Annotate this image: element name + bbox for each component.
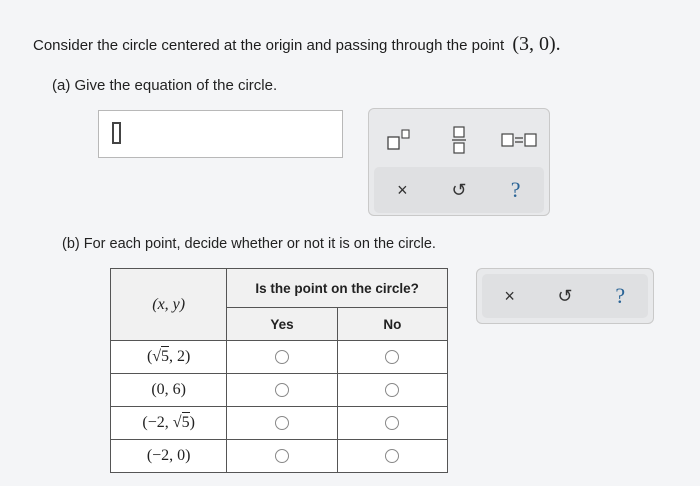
help-button[interactable] <box>496 173 536 207</box>
yes-cell <box>227 374 337 407</box>
point-cell <box>111 341 227 374</box>
no-radio[interactable] <box>385 416 399 430</box>
yes-cell <box>227 440 337 473</box>
point-suffix: , 2) <box>169 348 191 365</box>
yes-column-header: Yes <box>227 308 337 341</box>
xy-column-header <box>111 269 227 341</box>
no-radio[interactable] <box>385 383 399 397</box>
close-icon: × <box>504 285 515 306</box>
table-row <box>111 407 448 440</box>
question-mark-icon: ? <box>510 177 521 202</box>
table-row <box>111 374 448 407</box>
yes-radio[interactable] <box>275 350 289 364</box>
sqrt-symbol: √ <box>152 348 162 365</box>
clear-button[interactable] <box>490 279 530 313</box>
no-column-header: No <box>337 308 447 341</box>
equation-answer-field[interactable] <box>98 110 343 158</box>
no-cell <box>337 341 447 374</box>
help-button[interactable] <box>600 279 640 313</box>
palette-templates <box>369 123 549 157</box>
point-choice-table <box>110 268 448 473</box>
sqrt-radicand: 5 <box>181 414 190 431</box>
yes-cell <box>227 407 337 440</box>
question-mark-icon: ? <box>615 283 626 308</box>
point-cell: (0, 6) <box>111 374 227 407</box>
no-cell <box>337 374 447 407</box>
part-b-actions <box>482 274 648 318</box>
math-palette <box>368 108 550 216</box>
undo-button[interactable] <box>545 279 585 313</box>
fraction-icon <box>451 126 467 154</box>
sqrt-radicand: 5 <box>161 348 170 365</box>
table-row <box>111 440 448 473</box>
fraction-button[interactable] <box>439 123 479 157</box>
part-b-toolbar <box>476 268 654 324</box>
undo-button[interactable] <box>439 173 479 207</box>
point-cell: (−2, 0) <box>111 440 227 473</box>
question-point: (3, 0). <box>512 33 561 55</box>
point-suffix: ) <box>189 414 195 431</box>
equals-icon <box>501 132 537 148</box>
yes-cell <box>227 341 337 374</box>
table-row <box>111 341 448 374</box>
sqrt-symbol: √ <box>172 414 182 431</box>
question-text <box>33 33 561 56</box>
exponent-button[interactable] <box>379 123 419 157</box>
question-statement: Consider the circle centered at the origin and passing through the point <box>33 37 505 54</box>
equals-button[interactable] <box>499 123 539 157</box>
palette-actions <box>374 167 544 213</box>
point-cell <box>111 407 227 440</box>
part-a-label: (a) Give the equation of the circle. <box>52 77 278 94</box>
no-cell <box>337 407 447 440</box>
no-radio[interactable] <box>385 449 399 463</box>
undo-icon: ↺ <box>557 285 573 306</box>
input-placeholder-box <box>112 122 121 144</box>
point-prefix: ( <box>146 348 153 365</box>
xy-header-text: (x, y) <box>152 295 186 313</box>
no-radio[interactable] <box>385 350 399 364</box>
undo-icon: ↺ <box>451 179 467 200</box>
part-b-label: (b) For each point, decide whether or not it is on the circle. <box>62 236 436 252</box>
yes-radio[interactable] <box>275 416 289 430</box>
close-icon: × <box>397 179 408 200</box>
yes-radio[interactable] <box>275 383 289 397</box>
exponent-icon <box>387 129 411 151</box>
on-circle-header: Is the point on the circle? <box>227 269 448 308</box>
clear-button[interactable] <box>382 173 422 207</box>
yes-radio[interactable] <box>275 449 289 463</box>
no-cell <box>337 440 447 473</box>
point-prefix: (−2, <box>142 414 173 431</box>
